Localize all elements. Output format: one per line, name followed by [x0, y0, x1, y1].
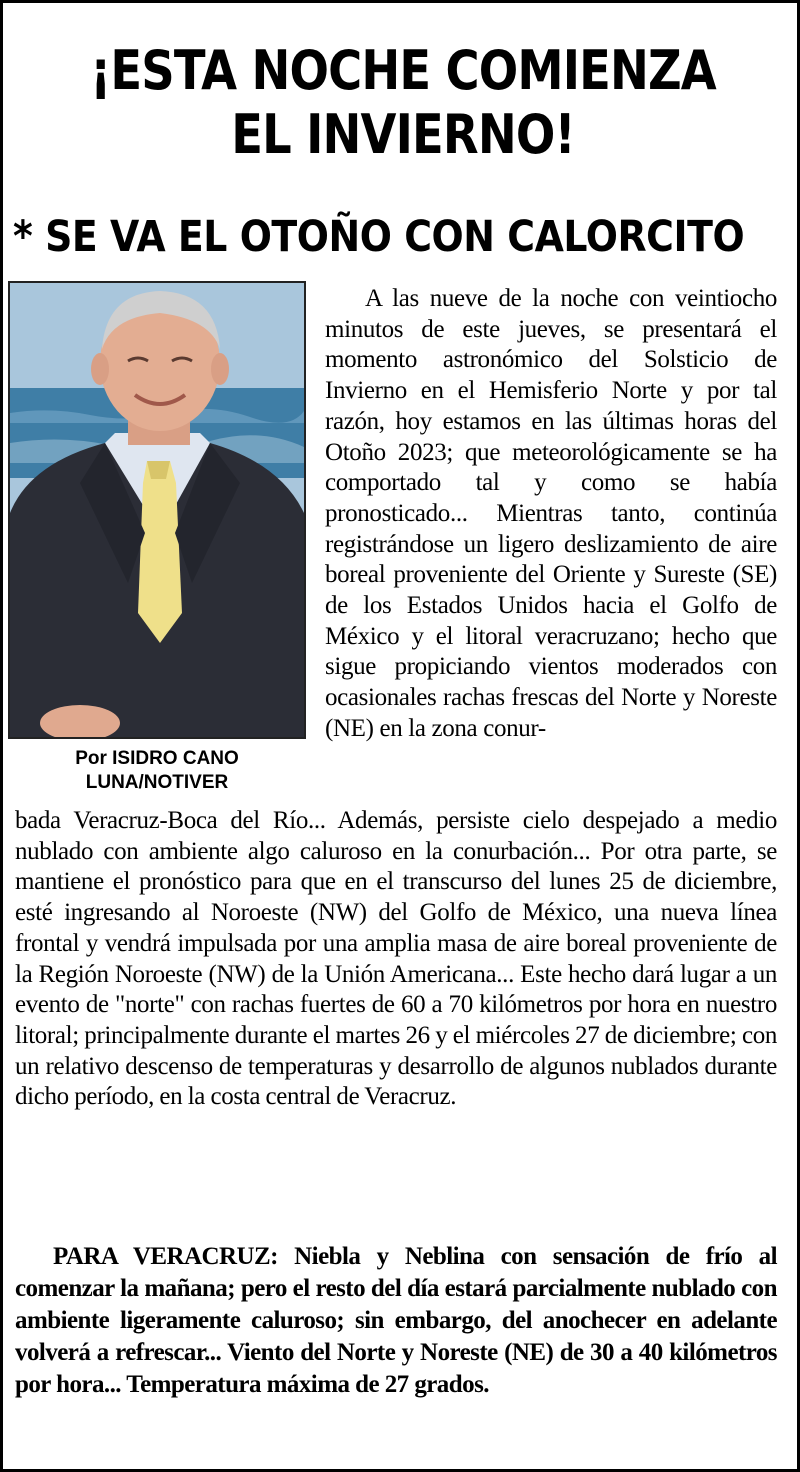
subheadline: * SE VA EL OTOÑO CON CALORCITO [13, 212, 745, 262]
portrait-illustration [10, 283, 304, 737]
byline [8, 747, 306, 795]
byline-line-2: LUNA/NOTIVER [85, 772, 229, 793]
headline [59, 39, 747, 167]
article-full-width-text: bada Veracruz-Boca del Río... Además, persiste cielo despejado a medio nublado con ambiente algo caluroso en la conurbación... Por otra parte, se mantiene el pronóstico para que en el transcurso del lunes 25 de diciembre, esté ingresando al Noroeste (NW) del Golfo de México, una nueva línea frontal y vendrá impulsada por una amplia masa de aire boreal proveniente de la Región Noroeste (NW) de la Unión Americana... Este hecho dará lugar a un evento de "norte" con rachas fuertes de 60 a 70 kilómetros por hora en nuestro litoral; principalmente durante el martes 26 y el miércoles 27 de diciembre; con un relativo descenso de temperaturas y desarrollo de algunos nublados durante dicho período, en la costa central de Veracruz. [15, 807, 777, 1111]
photo-tie [138, 461, 182, 643]
forecast-paragraph: PARA VERACRUZ: Niebla y Neblina con sensación de frío al comenzar la mañana; pero el resto del día estará parcialmente nublado con ambiente ligeramente caluroso; sin embargo, del anochecer en adelante volverá a refrescar... Viento del Norte y Noreste (NE) de 30 a 40 kilómetros por hora... Temperatura máxima de 27 grados. [15, 1243, 777, 1398]
headline-line-1: ¡ESTA NOCHE COMIENZA [90, 39, 716, 102]
byline-line-1: Por ISIDRO CANO [75, 748, 239, 769]
author-photo [8, 281, 306, 739]
article-column-text: A las nueve de la noche con veintiocho minutos de este jueves, se presentará el momento astronómico del Solsticio de Invierno en el Hemisferio Norte y por tal razón, hoy estamos en las últimas horas del Otoño 2023; que meteorológicamente se ha comportado tal y como se había pronosticado... Mientras tanto, continúa registrándose un ligero deslizamiento de aire boreal proveniente del Oriente y Sureste (SE) de los Estados Unidos hacia el Golfo de México y el litoral veracruzano; hecho que sigue propiciando vientos moderados con ocasionales rachas frescas del Norte y Noreste (NE) en la zona conur- [325, 285, 777, 742]
headline-line-2: EL INVIERNO! [231, 103, 575, 166]
